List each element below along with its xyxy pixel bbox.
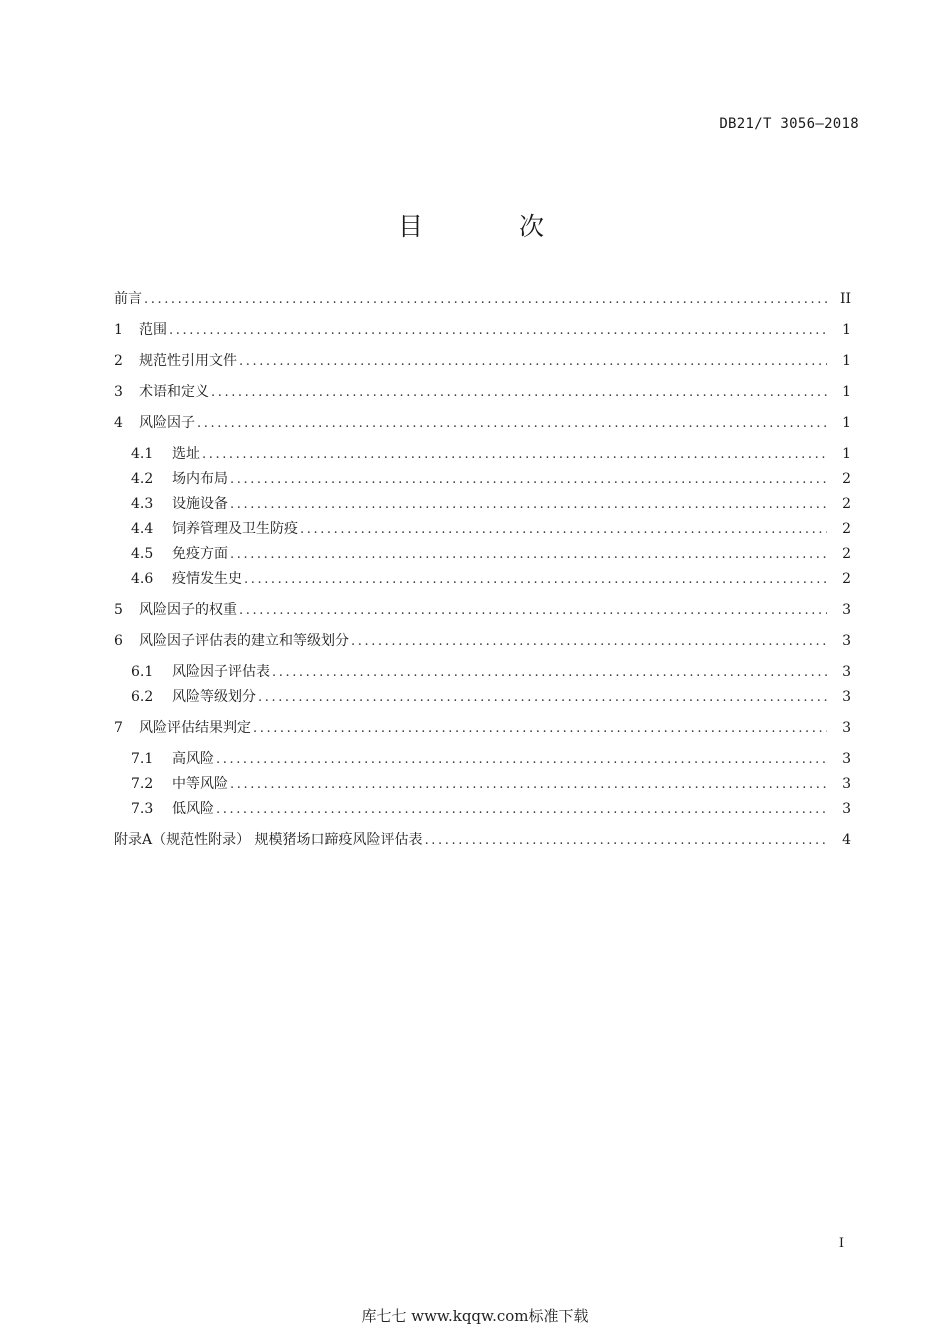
toc-entry-number: 7.3 (131, 801, 154, 817)
toc-entry-label: 风险评估结果判定 (139, 720, 251, 736)
toc-entry[interactable] (131, 748, 851, 770)
toc-entry-label: 附录A（规范性附录） 规模猪场口蹄疫风险评估表 (114, 832, 423, 848)
toc-entry[interactable] (131, 798, 851, 820)
toc-entry-page: 3 (842, 720, 851, 736)
page-title: 目 次 (398, 212, 588, 241)
toc-entry-label: 范围 (139, 322, 167, 338)
toc-entry-page: 1 (842, 446, 851, 462)
toc-entry-page: 3 (842, 689, 851, 705)
toc-entry-label: 风险因子 (139, 415, 195, 431)
toc-leader (144, 292, 827, 307)
toc-entry-page: II (839, 291, 851, 307)
toc-entry-number: 6 (114, 633, 123, 649)
toc-entry-label: 疫情发生史 (172, 571, 242, 587)
toc-entry-label: 前言 (114, 291, 142, 307)
page-number: I (838, 1236, 844, 1251)
toc-entry-number: 6.1 (131, 664, 154, 680)
toc-entry-label: 选址 (172, 446, 200, 462)
toc-entry-label: 饲养管理及卫生防疫 (172, 521, 298, 537)
toc-entry-label: 高风险 (172, 751, 214, 767)
toc-entry-page: 2 (842, 471, 851, 487)
toc-entry-number: 3 (114, 384, 123, 400)
toc-leader (216, 802, 827, 817)
toc-entry-label: 风险因子评估表的建立和等级划分 (139, 633, 349, 649)
toc-entry[interactable] (131, 493, 851, 515)
toc-entry-label: 术语和定义 (139, 384, 209, 400)
toc-entry[interactable] (131, 468, 851, 490)
toc-entry-label: 免疫方面 (172, 546, 228, 562)
toc-entry-label: 风险因子的权重 (139, 602, 237, 618)
toc-entry-label: 风险等级划分 (172, 689, 256, 705)
toc-entry-page: 3 (842, 633, 851, 649)
toc-entry-number: 2 (114, 353, 123, 369)
toc-entry-number: 7 (114, 720, 123, 736)
toc-entry[interactable] (114, 412, 851, 434)
toc-leader (244, 572, 827, 587)
toc-entry[interactable] (114, 350, 851, 372)
toc-entry-number: 5 (114, 602, 123, 618)
toc-leader (272, 665, 827, 680)
toc-leader (202, 447, 827, 462)
toc-entry[interactable] (131, 568, 851, 590)
toc-entry[interactable] (114, 599, 851, 621)
toc-entry-number: 4.6 (131, 571, 154, 587)
toc-entry[interactable] (131, 773, 851, 795)
toc-entry-label: 低风险 (172, 801, 214, 817)
toc-entry-number: 6.2 (131, 689, 154, 705)
toc-entry-label: 中等风险 (172, 776, 228, 792)
toc-leader (351, 634, 827, 649)
toc-entry-page: 3 (842, 664, 851, 680)
toc-entry-label: 风险因子评估表 (172, 664, 270, 680)
toc-entry-label: 场内布局 (172, 471, 228, 487)
toc-entry-page: 2 (842, 496, 851, 512)
toc-entry[interactable] (131, 661, 851, 683)
toc-entry-page: 3 (842, 801, 851, 817)
toc-entry-page: 3 (842, 751, 851, 767)
toc-leader (216, 752, 827, 767)
toc-entry[interactable] (114, 381, 851, 403)
toc-leader (230, 547, 827, 562)
toc-leader (239, 354, 827, 369)
toc-entry-number: 4.2 (131, 471, 154, 487)
toc-entry-page: 1 (842, 322, 851, 338)
toc-entry[interactable] (114, 288, 851, 310)
toc-entry-page: 1 (842, 415, 851, 431)
toc-entry-page: 4 (842, 832, 851, 848)
toc-leader (230, 472, 827, 487)
toc-entry[interactable] (131, 543, 851, 565)
toc-leader (253, 721, 827, 736)
toc-entry[interactable] (114, 717, 851, 739)
toc-entry-page: 2 (842, 546, 851, 562)
toc-entry-number: 7.2 (131, 776, 154, 792)
toc-entry[interactable] (114, 829, 851, 851)
toc-entry-page: 3 (842, 602, 851, 618)
document-code: DB21/T 3056—2018 (719, 116, 859, 132)
toc-entry-number: 7.1 (131, 751, 154, 767)
toc-entry-label: 规范性引用文件 (139, 353, 237, 369)
toc-entry[interactable] (114, 319, 851, 341)
toc-entry[interactable] (114, 630, 851, 652)
toc-leader (169, 323, 827, 338)
toc-entry-page: 1 (842, 384, 851, 400)
toc-entry[interactable] (131, 443, 851, 465)
toc-leader (230, 777, 827, 792)
toc-entry-number: 4.5 (131, 546, 154, 562)
toc-leader (230, 497, 827, 512)
toc-entry-page: 3 (842, 776, 851, 792)
toc-entry-number: 4.4 (131, 521, 154, 537)
toc-entry-label: 设施设备 (172, 496, 228, 512)
toc-leader (300, 522, 827, 537)
toc-entry-page: 2 (842, 571, 851, 587)
toc-entry[interactable] (131, 686, 851, 708)
toc-entry-page: 2 (842, 521, 851, 537)
toc-entry-number: 1 (114, 322, 123, 338)
toc-leader (258, 690, 827, 705)
toc-entry-number: 4.3 (131, 496, 154, 512)
toc-entry-page: 1 (842, 353, 851, 369)
watermark-text: 库七七 www.kqqw.com标准下载 (361, 1307, 589, 1325)
toc-leader (211, 385, 827, 400)
toc-leader (425, 833, 827, 848)
toc-leader (239, 603, 827, 618)
toc-entry[interactable] (131, 518, 851, 540)
toc-entry-number: 4.1 (131, 446, 154, 462)
toc-leader (197, 416, 827, 431)
toc-entry-number: 4 (114, 415, 123, 431)
